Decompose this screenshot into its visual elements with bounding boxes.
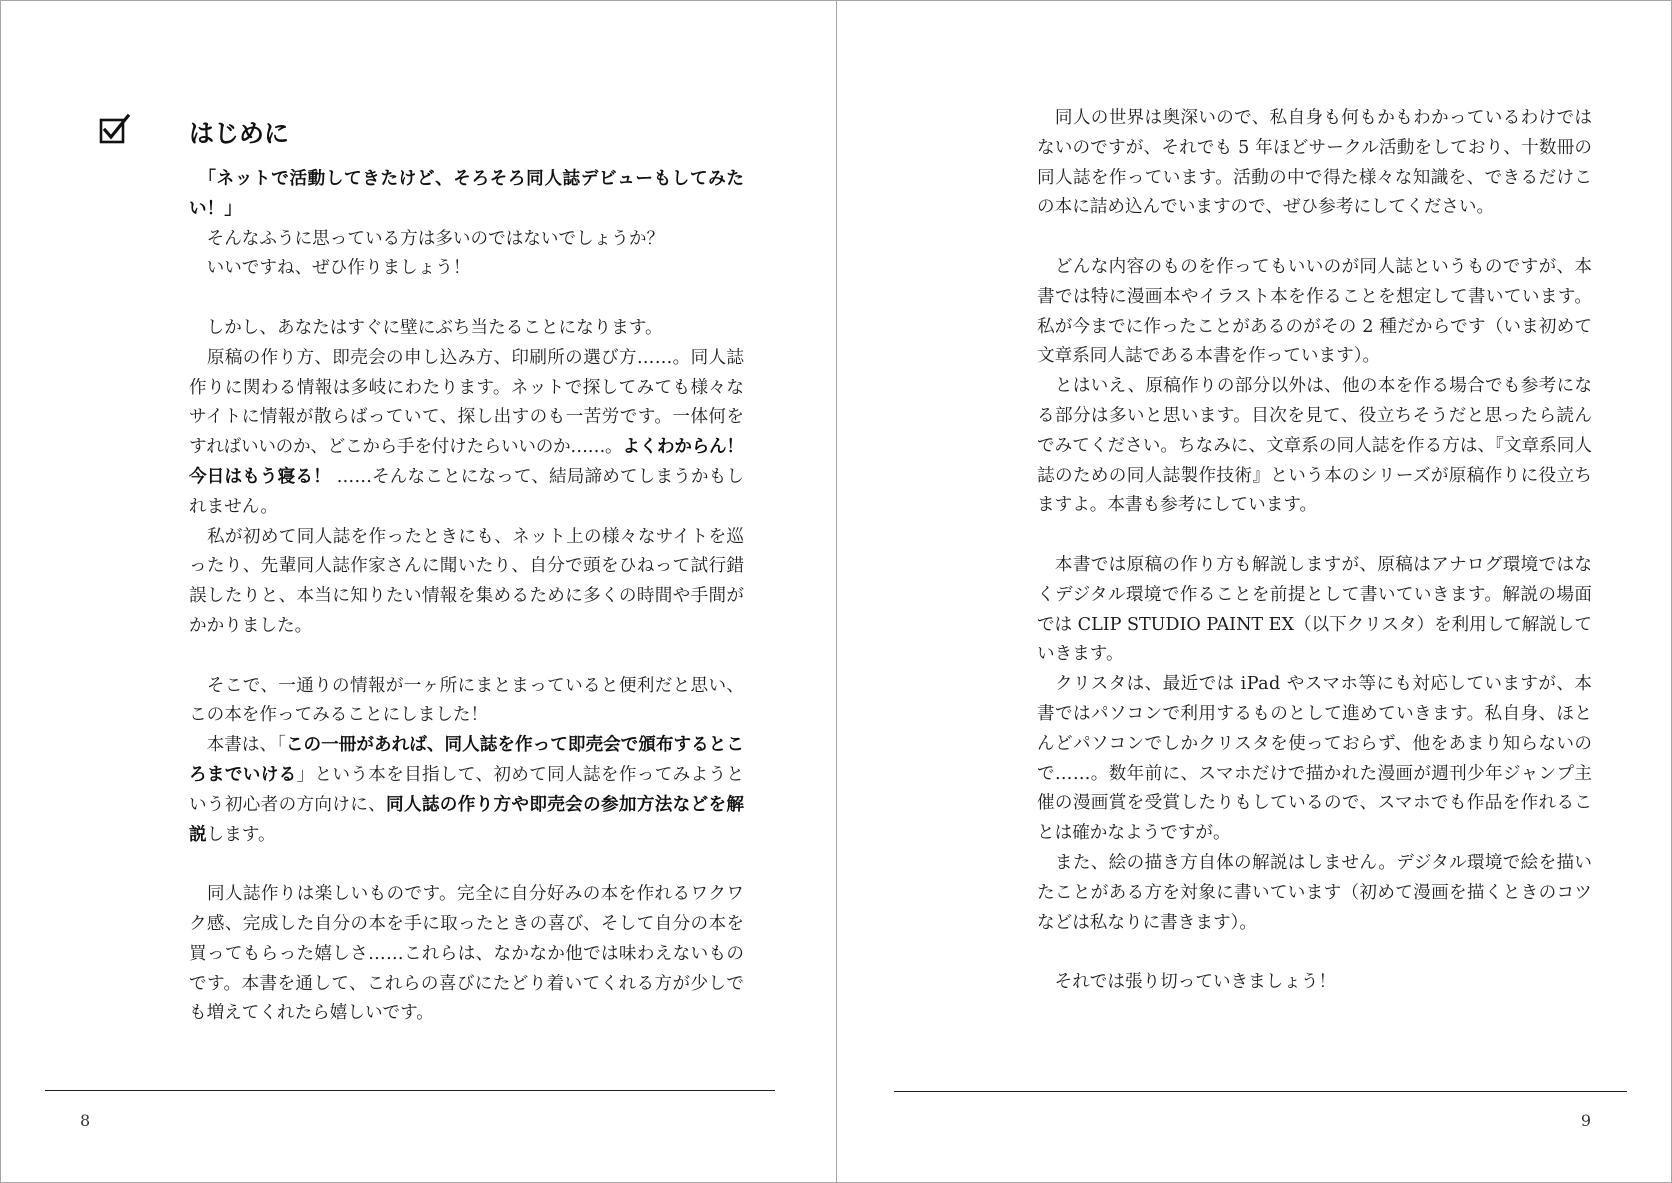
line-content: [189, 254, 471, 284]
body-text: たことがある方を対象に書いています（初めて漫画を描くときのコツ: [1037, 882, 1593, 903]
bold-text: この一冊があれば、同人誌を作って即売会で頒布するとこ: [285, 735, 745, 756]
text-line: [1037, 432, 1592, 462]
text-line: [1037, 730, 1592, 760]
line-content: [189, 910, 744, 940]
body-text: この本を作ってみることにしました！: [189, 705, 489, 726]
text-line: [189, 731, 744, 761]
body-text: ないのですが、それでも 5 年ほどサークル活動をしており、十数冊の: [1037, 137, 1593, 158]
text-line: [1037, 640, 1592, 670]
left-page-body: [189, 165, 744, 1029]
body-text: いいですね、ぜひ作りましょう！: [189, 258, 471, 279]
line-content: [189, 523, 744, 553]
line-content: [1037, 104, 1592, 134]
line-content: [1037, 283, 1592, 313]
body-text: ……そんなことになって、結局諦めてしまうかもし: [330, 466, 745, 487]
text-line: [1037, 670, 1592, 700]
body-text: しかし、あなたはすぐに壁にぶち当たることになります。: [189, 317, 663, 338]
body-text: そこで、一通りの情報が一ヶ所にまとまっていると便利だと思い、: [189, 675, 745, 696]
page-number: 9: [1580, 1111, 1591, 1130]
text-line: [189, 225, 744, 255]
text-line: [1037, 760, 1592, 790]
text-line: [189, 582, 744, 612]
body-text: 」という本を目指して、初めて同人誌を作ってみようと: [296, 764, 745, 785]
text-line: [189, 165, 744, 195]
text-line: [1037, 253, 1592, 283]
body-text: 文章系同人誌である本書を作っています）。: [1037, 346, 1381, 367]
body-text: また、絵の描き方自体の解説はしません。デジタル環境で絵を描い: [1037, 852, 1593, 873]
text-line: [189, 791, 744, 821]
line-content: [1037, 700, 1592, 730]
line-content: [1037, 670, 1592, 700]
body-text: 作りに関わる情報は多岐にわたります。ネットで探してみても様々な: [189, 377, 745, 398]
text-line: [1037, 372, 1592, 402]
line-content: [189, 731, 744, 761]
text-line: [189, 612, 744, 642]
body-text: 原稿の作り方、即売会の申し込み方、印刷所の選び方……。同人誌: [189, 347, 745, 368]
bold-text: ろまでいける: [189, 764, 297, 785]
text-line: [189, 821, 744, 851]
text-line: [1037, 789, 1592, 819]
line-content: [1037, 789, 1592, 819]
text-line: [189, 970, 744, 1000]
line-content: [1037, 849, 1592, 879]
body-text: 書では特に漫画本やイラスト本を作ることを想定して書いています。: [1037, 286, 1593, 307]
body-text: ク感、完成した自分の本を手に取ったときの喜び、そして自分の本を: [189, 913, 745, 934]
bold-text: い！」: [189, 198, 242, 219]
line-content: [189, 493, 278, 523]
text-line: [189, 999, 744, 1029]
text-line: [189, 374, 744, 404]
line-content: [189, 970, 744, 1000]
body-text: 同人の世界は奥深いので、私自身も何もかもわかっているわけでは: [1037, 108, 1593, 128]
body-text: 同人誌を作っています。活動の中で得た様々な知識を、できるだけこ: [1037, 167, 1593, 188]
body-text: とは確かなようですが。: [1037, 823, 1231, 844]
body-text: る部分は多いと思います。目次を見て、役立ちそうだと思ったら読ん: [1037, 405, 1593, 426]
body-text: すればいいのか、どこから手を付けたらいいのか……。: [189, 437, 623, 458]
line-content: [189, 582, 744, 612]
text-line: [1037, 462, 1592, 492]
text-line: [189, 463, 744, 493]
line-content: [189, 999, 434, 1029]
text-line: [1037, 819, 1592, 849]
text-line: [189, 195, 744, 225]
footer-rule: [894, 1091, 1627, 1092]
body-text: いう初心者の方向けに、: [189, 794, 387, 815]
text-line: [1037, 193, 1592, 223]
text-line: [1037, 104, 1592, 134]
line-content: [1037, 313, 1592, 343]
line-content: [1037, 462, 1592, 492]
body-text: の本に詰め込んでいますので、ぜひ参考にしてください。: [1037, 197, 1495, 218]
body-text: 誌のための同人誌製作技術』という本のシリーズが原稿作りに役立ち: [1037, 465, 1593, 486]
text-line: [189, 523, 744, 553]
text-line: [189, 403, 744, 433]
blank-line: [1037, 223, 1592, 253]
body-text: 同人誌作りは楽しいものです。完全に自分好みの本を作れるワクワ: [189, 884, 745, 905]
line-content: [1037, 551, 1592, 581]
text-line: [1037, 879, 1592, 909]
body-text: ますよ。本書も参考にしています。: [1037, 495, 1318, 516]
line-content: [189, 225, 664, 255]
text-line: [1037, 849, 1592, 879]
text-line: [189, 254, 744, 284]
body-text: 本書では原稿の作り方も解説しますが、原稿はアナログ環境ではな: [1037, 554, 1593, 575]
text-line: [1037, 581, 1592, 611]
body-text: も増えてくれたら嬉しいです。: [189, 1003, 434, 1024]
line-content: [1037, 164, 1592, 194]
blank-line: [1037, 938, 1592, 968]
text-line: [1037, 491, 1592, 521]
body-text: 書ではパソコンで利用するものとして進めていきます。私自身、ほと: [1037, 703, 1593, 724]
text-line: [189, 761, 744, 791]
bold-text: よくわからん！: [622, 437, 744, 458]
text-line: [189, 910, 744, 940]
line-content: [1037, 968, 1336, 998]
line-content: [189, 552, 744, 582]
line-content: [1037, 819, 1231, 849]
line-content: [189, 374, 744, 404]
line-content: [189, 791, 744, 821]
line-content: [189, 344, 744, 374]
text-line: [1037, 402, 1592, 432]
text-line: [1037, 342, 1592, 372]
line-content: [189, 433, 744, 463]
line-content: [1037, 909, 1257, 939]
line-content: [189, 940, 744, 970]
body-text: とはいえ、原稿作りの部分以外は、他の本を作る場合でも参考にな: [1037, 376, 1593, 397]
body-text: そんなふうに思っている方は多いのではないでしょうか？: [189, 228, 665, 249]
section-heading: はじめに: [189, 119, 290, 148]
line-content: [189, 165, 745, 195]
bold-text: 今日はもう寝る！: [189, 466, 331, 487]
body-text: れません。: [189, 496, 279, 517]
line-content: [189, 314, 663, 344]
line-content: [189, 195, 242, 225]
footer-rule: [45, 1090, 775, 1091]
checkbox-checked-icon: [98, 113, 132, 147]
line-content: [189, 821, 276, 851]
text-line: [189, 701, 744, 731]
text-line: [189, 314, 744, 344]
body-text: 買ってもらった嬉しさ……これらは、なかなか他では味わえないもの: [189, 943, 745, 964]
right-page: [836, 0, 1672, 1183]
right-page-body: [1037, 104, 1592, 998]
line-content: [1037, 134, 1592, 164]
text-line: [1037, 968, 1592, 998]
text-line: [1037, 611, 1592, 641]
bold-text: 同人誌の作り方や即売会の参加方法などを解: [386, 794, 745, 815]
body-text: で……。数年前に、スマホだけで描かれた漫画が週刊少年ジャンプ主: [1037, 763, 1593, 784]
blank-line: [189, 850, 744, 880]
blank-line: [189, 642, 744, 672]
body-text: 催の漫画賞を受賞したりもしているので、スマホでも作品を作れるこ: [1037, 793, 1593, 814]
text-line: [189, 940, 744, 970]
text-line: [189, 433, 744, 463]
text-line: [1037, 134, 1592, 164]
body-text: ったり、先輩同人誌作家さんに聞いたり、自分で頭をひねって試行錯: [189, 556, 745, 577]
line-content: [1037, 402, 1592, 432]
line-content: [1037, 640, 1124, 670]
line-content: [1037, 253, 1592, 283]
text-line: [1037, 700, 1592, 730]
text-line: [189, 552, 744, 582]
line-content: [1037, 581, 1592, 611]
text-line: [1037, 283, 1592, 313]
line-content: [1037, 879, 1592, 909]
body-text: んどパソコンでしかクリスタを使っておらず、他をあまり知らないの: [1037, 733, 1593, 754]
text-line: [189, 493, 744, 523]
line-content: [1037, 730, 1592, 760]
body-text: します。: [206, 824, 276, 845]
body-text: 本書は、「: [189, 735, 286, 756]
line-content: [1037, 432, 1592, 462]
body-text: 誤したりと、本当に知りたい情報を集めるために多くの時間や手間が: [189, 586, 745, 607]
body-text: サイトに情報が散らばっていて、探し出すのも一苦労です。一体何を: [189, 407, 745, 428]
line-content: [1037, 372, 1592, 402]
body-text: 私が初めて同人誌を作ったときにも、ネット上の様々なサイトを巡: [189, 526, 745, 547]
body-text: でみてください。ちなみに、文章系の同人誌を作る方は、『文章系同人: [1037, 435, 1593, 456]
body-text: かかりました。: [189, 615, 313, 636]
line-content: [189, 612, 312, 642]
page-number: 8: [80, 1111, 91, 1130]
body-text: 私が今までに作ったことがあるのがその 2 種だからです（いま初めて: [1037, 316, 1593, 337]
body-text: です。本書を通して、これらの喜びにたどり着いてくれる方が少しで: [189, 973, 745, 994]
line-content: [1037, 491, 1317, 521]
text-line: [1037, 164, 1592, 194]
text-line: [189, 880, 744, 910]
line-content: [189, 761, 744, 791]
blank-line: [189, 284, 744, 314]
bold-text: 説: [189, 824, 207, 845]
bold-text: 「ネットで活動してきたけど、そろそろ同人誌デビューもしてみた: [189, 169, 745, 189]
line-content: [1037, 611, 1592, 641]
text-line: [1037, 313, 1592, 343]
text-line: [1037, 909, 1592, 939]
body-text: では CLIP STUDIO PAINT EX（以下クリスタ）を利用して解説して: [1037, 614, 1592, 635]
text-line: [189, 344, 744, 374]
line-content: [189, 701, 488, 731]
line-content: [1037, 342, 1380, 372]
line-content: [1037, 193, 1494, 223]
body-text: クリスタは、最近では iPad やスマホ等にも対応していますが、本: [1037, 674, 1593, 695]
line-content: [189, 403, 744, 433]
body-text: などは私なりに書きます）。: [1037, 912, 1257, 933]
body-text: どんな内容のものを作ってもいいのが同人誌というものですが、本: [1037, 256, 1593, 277]
line-content: [1037, 760, 1592, 790]
line-content: [189, 463, 744, 493]
body-text: くデジタル環境で作ることを前提として書いていきます。解説の場面: [1037, 584, 1593, 605]
body-text: それでは張り切っていきましょう！: [1037, 972, 1337, 993]
text-line: [189, 672, 744, 702]
line-content: [189, 880, 744, 910]
blank-line: [1037, 521, 1592, 551]
body-text: いきます。: [1037, 644, 1124, 665]
line-content: [189, 672, 744, 702]
text-line: [1037, 551, 1592, 581]
